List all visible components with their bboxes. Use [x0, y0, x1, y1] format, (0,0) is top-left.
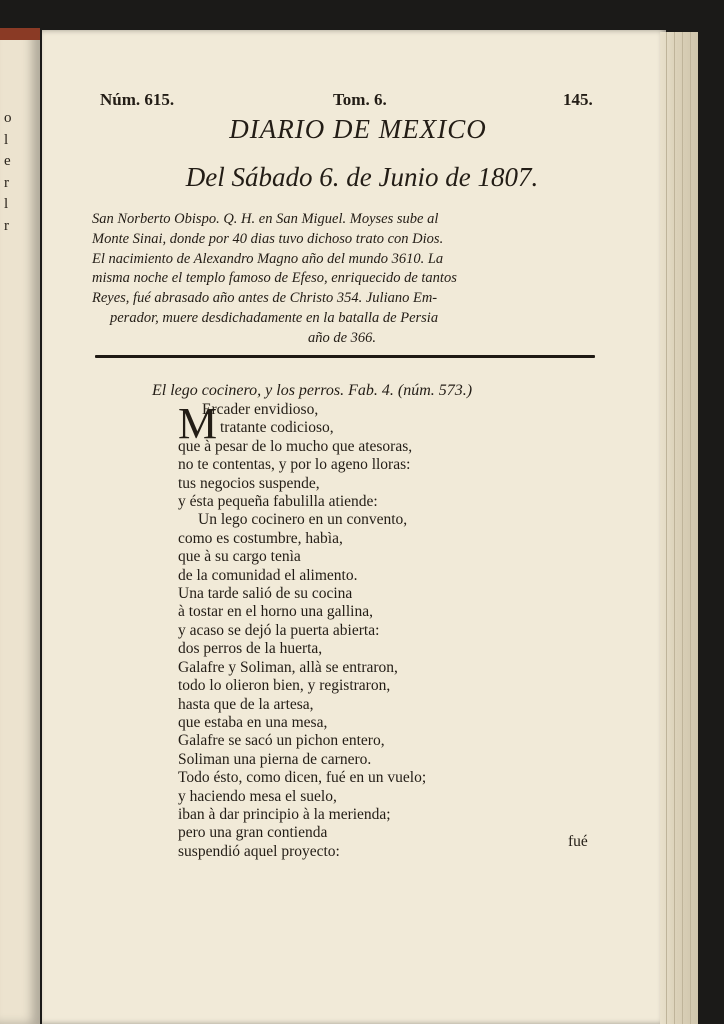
poem-line: Ercader envidioso, — [202, 401, 319, 418]
poem-line: que à su cargo tenìa — [178, 548, 301, 566]
page-number: 145. — [563, 90, 593, 109]
saints-line: año de 366. — [307, 329, 377, 346]
left-letter: o — [4, 110, 12, 126]
left-page-red-edge — [0, 28, 40, 40]
poem-line: y haciendo mesa el suelo, — [178, 787, 337, 805]
poem-line: Soliman una pierna de carnero. — [178, 750, 372, 768]
poem-line: tus negocios suspende, — [178, 474, 320, 492]
left-letter: r — [4, 174, 9, 191]
poem-line: no te contentas, y por lo ageno lloras: — [178, 456, 411, 474]
saints-line: El nacimiento de Alexandro Magno año del mundo 3610. La — [92, 250, 444, 267]
poem-line: Galafre se sacó un pichon entero, — [178, 732, 385, 750]
catchword: fué — [568, 833, 588, 850]
poem-line: iban à dar principio à la merienda; — [178, 805, 391, 823]
issue-number: Núm. 615. — [100, 90, 175, 109]
saints-line: San Norberto Obispo. Q. H. en San Miguel. Moyses sube al — [92, 211, 439, 227]
left-letter: l — [4, 131, 9, 148]
poem-line: y ésta pequeña fabulilla atiende: — [178, 493, 378, 511]
poem-line: suspendió aquel proyecto: — [178, 842, 340, 860]
poem-line: tratante codicioso, — [220, 419, 334, 437]
poem-line: hasta que de la artesa, — [178, 695, 314, 713]
saints-line: Reyes, fué abrasado año antes de Christo 354. Juliano Em- — [92, 290, 438, 307]
issue-date: Del Sábado 6. de Junio de 1807. — [185, 162, 539, 192]
saints-line: Monte Sinai, donde por 40 dias tuvo dichoso trato con Dios. — [92, 230, 444, 247]
poem-line: que estaba en una mesa, — [178, 713, 328, 731]
tome-number: Tom. 6. — [333, 90, 387, 109]
poem-line: dos perros de la huerta, — [178, 640, 323, 658]
poem-line: Todo ésto, como dicen, fué en un vuelo; — [178, 769, 427, 787]
poem-line: Una tarde salió de su cocina — [178, 585, 353, 603]
poem-line: à tostar en el horno una gallina, — [178, 603, 373, 621]
newspaper-title: DIARIO DE MEXICO — [229, 114, 487, 144]
left-letter: e — [4, 153, 11, 169]
left-letter: l — [4, 196, 9, 212]
fable-title: El lego cocinero, y los perros. Fab. 4. (núm. 573.) — [152, 382, 473, 399]
saints-line: misma noche el templo famoso de Efeso, enriquecido de tantos — [92, 270, 457, 287]
poem-line: como es costumbre, habìa, — [178, 529, 343, 547]
left-letter: r — [4, 217, 9, 234]
drop-cap-initial: M — [178, 399, 218, 448]
poem-line: Un lego cocinero en un convento, — [198, 511, 408, 529]
poem-line: de la comunidad el alimento. — [178, 566, 358, 584]
poem-line: y acaso se dejó la puerta abierta: — [178, 621, 380, 639]
poem-line: que à pesar de lo mucho que atesoras, — [178, 437, 413, 455]
saints-of-day — [92, 210, 592, 349]
poem-line: Galafre y Soliman, allà se entraron, — [178, 658, 398, 676]
fable-poem — [178, 401, 426, 861]
poem-line: pero una gran contienda — [178, 824, 328, 842]
saints-line: perador, muere desdichadamente en la batalla de Persia — [110, 309, 439, 326]
poem-line: todo lo olieron bien, y registraron, — [178, 677, 391, 695]
section-divider — [95, 355, 595, 358]
